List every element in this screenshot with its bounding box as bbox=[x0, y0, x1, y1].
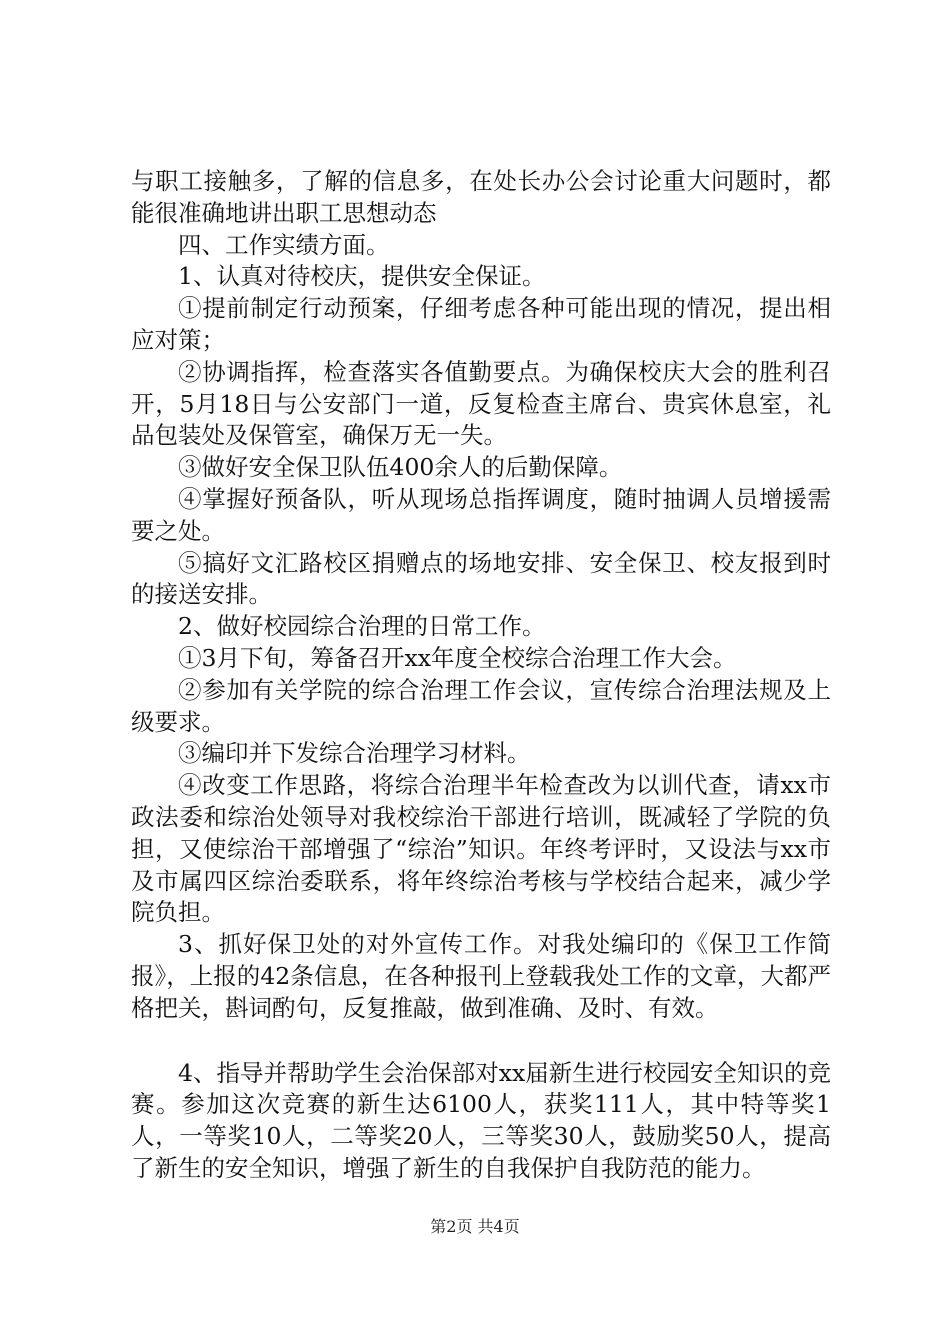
item-heading-campus-governance: 2、做好校园综合治理的日常工作。 bbox=[178, 612, 546, 641]
list-item-college-meetings: ②参加有关学院的综合治理工作会议，宣传综合治理法规及上级要求。 bbox=[131, 675, 831, 736]
item-heading-publicity-work: 3、抓好保卫处的对外宣传工作。对我处编印的《保卫工作简报》，上报的42条信息，在各种报刊上登载我处工作的文章，大都严格把关，斟词酌句，反复推敲，做到准确、及时、有效。 bbox=[131, 930, 831, 1022]
list-item-study-materials: ③编印并下发综合治理学习材料。 bbox=[178, 739, 531, 768]
paragraph-intro-continuation: 与职工接触多，了解的信息多，在处长办公会讨论重大问题时，都能很准确地讲出职工思想动态 bbox=[131, 167, 831, 227]
list-item-logistics: ③做好安全保卫队伍400余人的后勤保障。 bbox=[178, 453, 623, 482]
item-heading-safety-contest: 4、指导并帮助学生会治保部对xx届新生进行校园安全知识的竞赛。参加这次竞赛的新生达6100人，获奖111人，其中特等奖1人，一等奖10人，二等奖20人，三等奖30人，鼓励奖50人，提高了新生的安全知识，增强了新生的自我保护自我防范的能力。 bbox=[131, 1058, 831, 1182]
list-item-training-instead-of-inspection: ④改变工作思路，将综合治理半年检查改为以训代查，请xx市政法委和综治处领导对我校综治干部进行培训，既减轻了学院的负担，又使综治干部增强了“综治”知识。年终考评时，又设法与xx市及市属四区综治委联系，将年终综治考核与学校结合起来，减少学院负担。 bbox=[131, 771, 831, 927]
list-item-action-plan: ①提前制定行动预案，仔细考虑各种可能出现的情况，提出相应对策； bbox=[131, 294, 831, 354]
list-item-reserve-team: ④掌握好预备队，听从现场总指挥调度，随时抽调人员增援需要之处。 bbox=[131, 484, 831, 545]
list-item-annual-meeting: ①3月下旬，筹备召开xx年度全校综合治理工作大会。 bbox=[178, 643, 737, 672]
section-heading-work-achievements: 四、工作实绩方面。 bbox=[178, 230, 390, 259]
page-number-footer: 第2页 共4页 bbox=[430, 1217, 520, 1236]
list-item-coordination: ②协调指挥，检查落实各值勤要点。为确保校庆大会的胜利召开，5月18日与公安部门一道，反复检查主席台、贵宾休息室，礼品包装处及保管室，确保万无一失。 bbox=[131, 357, 831, 450]
paragraph-gap bbox=[131, 1025, 831, 1058]
item-heading-anniversary-security: 1、认真对待校庆，提供安全保证。 bbox=[178, 262, 546, 291]
document-body bbox=[131, 166, 831, 1185]
list-item-donation-site: ⑤搞好文汇路校区捐赠点的场地安排、安全保卫、校友报到时的接送安排。 bbox=[131, 548, 831, 609]
